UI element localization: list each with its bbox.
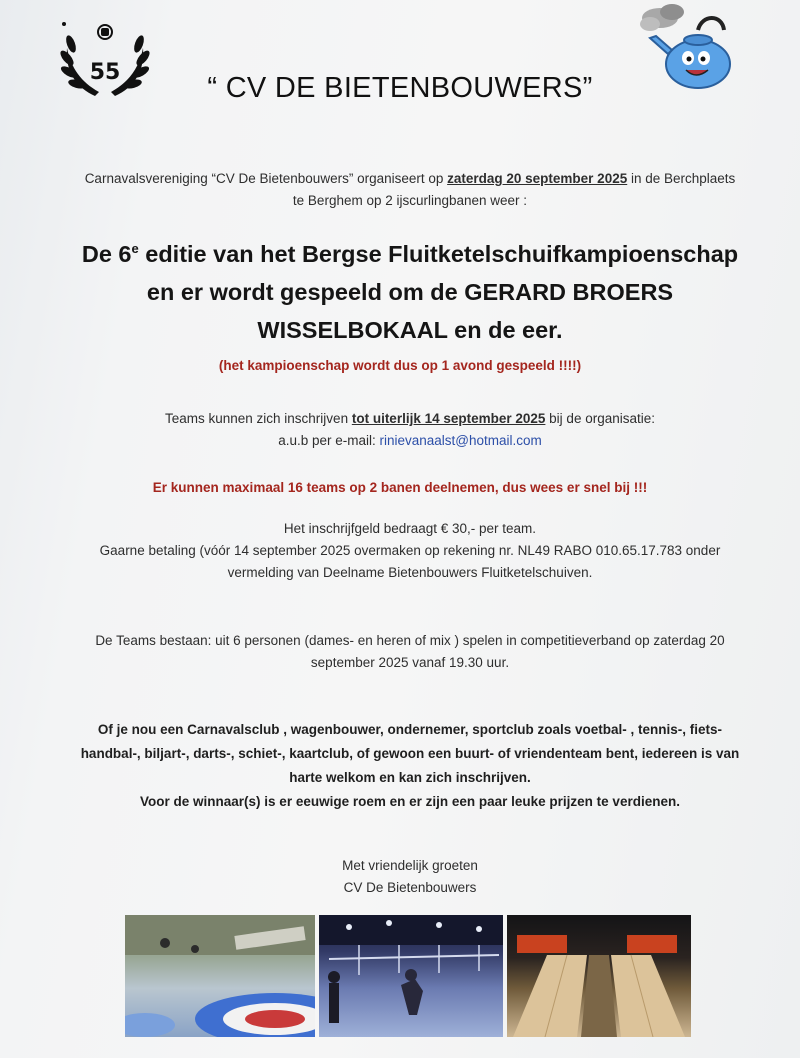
page-title: “ CV DE BIETENBOUWERS”: [207, 72, 593, 104]
closing-organization: CV De Bietenbouwers: [343, 880, 477, 895]
intro-text-1: Carnavalsvereniging “CV De Bietenbouwers” organiseert op: [84, 171, 448, 186]
invite-line4: Voor de winnaar(s) is er eeuwige roem en er zijn een paar leuke prijzen te verdienen.: [140, 794, 680, 809]
photo-ice-lane-players: [319, 915, 503, 1037]
composition-line1: De Teams bestaan: uit 6 personen (dames- en heren of mix ) spelen in competitieverband op zaterdag 20: [95, 633, 725, 648]
closing-greeting: Met vriendelijk groeten: [342, 858, 478, 873]
invite-line1: Of je nou een Carnavalsclub , wagenbouwer, ondernemer, sportclub zoals voetbal- , tennis-, fiets-: [97, 722, 723, 737]
intro-paragraph: [40, 168, 780, 212]
registration-paragraph: [40, 408, 780, 452]
event-date: zaterdag 20 september 2025: [447, 171, 628, 186]
fee-line3: vermelding van Deelname Bietenbouwers Fluitketelschuiven.: [227, 565, 593, 580]
registration-deadline: tot uiterlijk 14 september 2025: [351, 411, 546, 426]
fee-paragraph: [30, 518, 790, 584]
intro-text-2: in de Berchplaets: [627, 171, 736, 186]
registration-text-2: bij de organisatie:: [545, 411, 655, 426]
headline-line1b: editie van het Bergse Fluitketelschuifkampioenschap: [138, 240, 739, 267]
fee-line2: Gaarne betaling (vóór 14 september 2025 overmaken op rekening nr. NL49 RABO 010.65.17.783 onder: [99, 543, 721, 558]
headline-line3: WISSELBOKAAL en de eer.: [257, 316, 563, 343]
invite-line2: handbal-, biljart-, darts-, schiet-, kaartclub, of gewoon een buurt- of vriendenteam bent, iedereen is van: [80, 746, 740, 761]
composition-line2: september 2025 vanaf 19.30 uur.: [310, 655, 510, 670]
photo-strip: [125, 915, 691, 1037]
registration-text-1: Teams kunnen zich inschrijven: [164, 411, 352, 426]
headline-line2: en er wordt gespeeld om de GERARD BROERS: [146, 278, 674, 305]
one-evening-note: (het kampioenschap wordt dus op 1 avond gespeeld !!!!): [218, 358, 582, 373]
team-composition-paragraph: [30, 630, 790, 674]
invitation-paragraph: [40, 718, 780, 814]
photo-shuffle-lanes: [507, 915, 691, 1037]
photo-curling-rink: [125, 915, 315, 1037]
headline-superscript: e: [131, 241, 139, 256]
fee-line1: Het inschrijfgeld bedraagt € 30,- per team.: [283, 521, 537, 536]
max-teams-warning: Er kunnen maximaal 16 teams op 2 banen deelnemen, dus wees er snel bij !!!: [152, 480, 648, 495]
headline-line1a: De 6: [81, 240, 132, 267]
anniversary-number: 55: [89, 60, 121, 85]
closing-signature: [0, 855, 800, 899]
email-label: a.u.b per e-mail:: [278, 433, 380, 448]
email-link[interactable]: rinievanaalst@hotmail.com: [379, 433, 542, 448]
intro-text-3: te Berghem op 2 ijscurlingbanen weer :: [292, 193, 528, 208]
invite-line3: harte welkom en kan zich inschrijven.: [289, 770, 531, 785]
headline: [30, 230, 790, 349]
